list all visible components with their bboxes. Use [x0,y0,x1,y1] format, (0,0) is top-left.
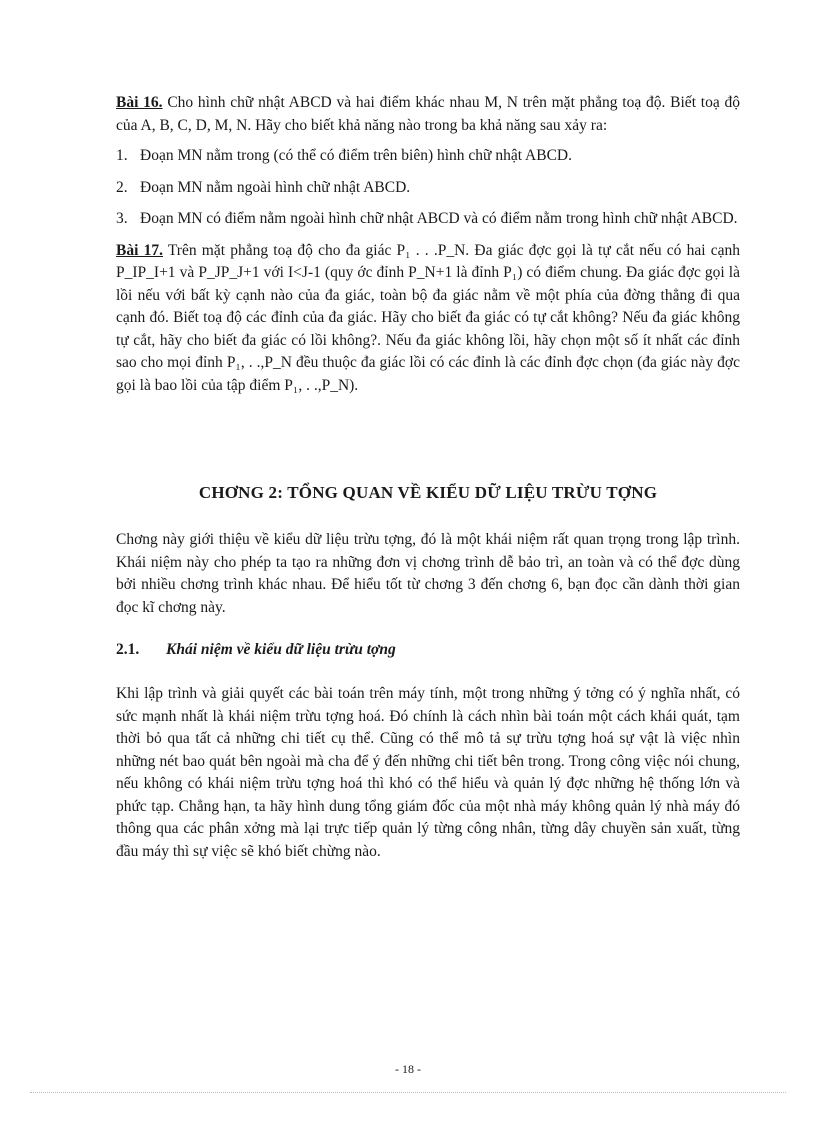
exercise-17-text: Trên mặt phẳng toạ độ cho đa giác P₁ . . .P_N. Đa giác đợc gọi là tự cắt nếu có hai cạnh P_IP_I+1 và P_JP_J+1 với I<J-1 (quy ớc đỉnh P_N+1 là đỉnh P₁) có điểm chung. Đa giác đợc gọi là lồi nếu với bất kỳ cạnh nào của đa giác, toàn bộ đa giác nằm về một phía của đờng thẳng đi qua cạnh đó. Biết toạ độ các đỉnh của đa giác. Hãy cho biết đa giác có tự cắt không? Nếu đa giác không tự cắt, hãy cho biết đa giác có lồi không?. Nếu đa giác không lồi, hãy chọn một số ít nhất các đỉnh sao cho mọi đỉnh P₁, . .,P_N đều thuộc đa giác lồi có các đỉnh là các đỉnh đợc chọn (đa giác này đợc gọi là bao lồi của tập điểm P₁, . .,P_N). [116,241,740,394]
exercise-17-label: Bài 17. [116,241,163,259]
list-item-text: Đoạn MN có điểm nằm ngoài hình chữ nhật ABCD và có điểm nằm trong hình chữ nhật ABCD. [140,210,738,227]
chapter-title: CHƠNG 2: TỔNG QUAN VỀ KIỂU DỮ LIỆU TRỪU TỢNG [198,483,658,502]
page-bottom-divider [30,1092,786,1093]
list-item [116,145,740,168]
list-item-number: 1. [116,147,128,164]
exercise-16-options [116,145,740,231]
exercise-17-paragraph [116,240,740,398]
list-item-text: Đoạn MN nằm trong (có thể có điểm trên biên) hình chữ nhật ABCD. [140,147,572,164]
list-item [116,208,740,231]
exercise-16-label: Bài 16. [116,94,163,111]
list-item-text: Đoạn MN nằm ngoài hình chữ nhật ABCD. [140,178,411,196]
exercise-16-intro: Cho hình chữ nhật ABCD và hai điểm khác nhau M, N trên mặt phẳng toạ độ. Biết toạ độ của A, B, C, D, M, N. Hãy cho biết khả năng nào trong ba khả năng sau xảy ra: [116,94,740,134]
chapter-intro: Chơng này giới thiệu về kiểu dữ liệu trừu tợng, đó là một khái niệm rất quan trọng trong lập trình. Khái niệm này cho phép ta tạo ra những đơn vị chơng trình dễ bảo trì, an toàn và có thể đợc dùng bởi nhiều chơng trình khác nhau. Để hiểu tốt từ chơng 3 đến chơng 6, bạn đọc cần dành thời gian đọc kĩ chơng này. [116,531,740,616]
list-item [116,177,740,200]
section-number: 2.1. [116,641,140,658]
section-title: Khái niệm về kiểu dữ liệu trừu tợng [166,641,396,658]
section-heading [116,641,740,659]
exercise-16-paragraph [116,92,740,137]
page-content [116,92,740,863]
list-item-number: 3. [116,210,128,227]
page-number: - 18 - [395,1062,421,1076]
list-item-number: 2. [116,178,128,196]
section-body: Khi lập trình và giải quyết các bài toán trên máy tính, một trong những ý tởng có ý nghĩa nhất, có sức mạnh nhất là khái niệm trừu tợng hoá. Đó chính là cách nhìn bài toán một cách khái quát, tạm thời bỏ qua tất cả những chi tiết cụ thể. Cũng có thể mô tả sự trừu tợng hoá sự vật là việc nhìn những nét bao quát bên ngoài mà cha để ý đến những chi tiết bên trong. Trong công việc nói chung, nếu không có khái niệm trừu tợng hoá thì khó có thể hiểu và quản lý đợc những hệ thống lớn và phức tạp. Chẳng hạn, ta hãy hình dung tổng giám đốc của một nhà máy không quản lý nhà máy đó thông qua các phân xởng mà lại trực tiếp quản lý từng công nhân, từng dây chuyền sản xuất, từng đầu máy thì sự việc sẽ khó biết chừng nào. [116,685,740,860]
